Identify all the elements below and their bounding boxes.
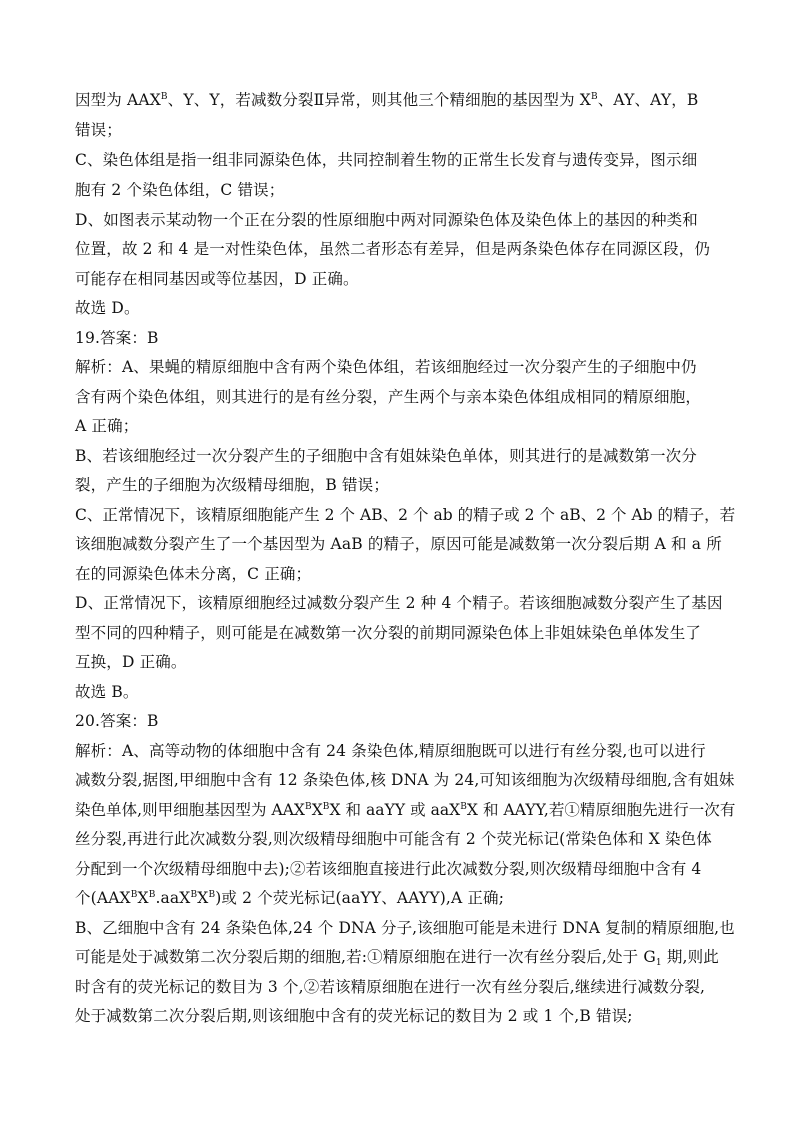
text-line <box>75 239 735 259</box>
superscript: B <box>160 92 168 102</box>
text-line <box>75 534 735 554</box>
text-line <box>75 741 735 761</box>
text-run: 时含有的荧光标记的数目为 3 个,②若该精原细胞在进行一次有丝分裂后,继续进行减数分裂, <box>75 978 706 996</box>
superscript: B <box>322 802 330 812</box>
text-run: 因型为 AAX <box>75 91 161 109</box>
text-line <box>75 1006 735 1026</box>
text-run: 含有两个染色体组，则其进行的是有丝分裂，产生两个与亲本染色体组成相同的精原细胞， <box>75 388 702 406</box>
text-run: 、AY、AY，B <box>597 91 699 109</box>
text-run: 裂，产生的子细胞为次级精母细胞，B 错误； <box>75 476 389 494</box>
text-line <box>75 210 735 230</box>
text-run: )或 2 个荧光标记(aaYY、AAYY),A 正确; <box>215 889 505 907</box>
text-line <box>75 150 735 170</box>
text-run: 分配到一个次级精母细胞中去);②若该细胞直接进行此次减数分裂,则次级精母细胞中含有 4 <box>75 860 702 878</box>
text-line <box>75 859 735 879</box>
text-run: 型不同的四种精子，则可能是在减数第一次分裂的前期同源染色体上非姐妹染色单体发生了 <box>75 624 702 642</box>
text-run: 胞有 2 个染色体组，C 错误； <box>75 181 285 199</box>
text-run: 减数分裂,据图,甲细胞中含有 12 条染色体,核 DNA 为 24,可知该细胞为次级精母细胞,含有姐妹 <box>75 771 735 789</box>
text-run: 丝分裂,再进行此次减数分裂,则次级精母细胞中可能含有 2 个荧光标记(常染色体和 X 染色体 <box>75 830 712 848</box>
superscript: B <box>208 890 216 900</box>
subscript: 1 <box>655 958 662 968</box>
text-line <box>75 977 735 997</box>
text-line <box>75 770 735 790</box>
text-line <box>75 269 735 289</box>
text-line <box>75 298 735 318</box>
text-run: C、正常情况下，该精原细胞能产生 2 个 AB、2 个 ab 的精子或 2 个 aB、2 个 Ab 的精子，若 <box>75 506 736 524</box>
text-run: 期,则此 <box>661 948 719 966</box>
text-line <box>75 120 735 140</box>
text-run: 该细胞减数分裂产生了一个基因型为 AaB 的精子，原因可能是减数第一次分裂后期 A 和 a 所 <box>75 535 722 553</box>
text-run: 处于减数第二次分裂后期,则该细胞中含有的荧光标记的数目为 2 或 1 个,B 错误; <box>75 1007 633 1025</box>
text-run: D、正常情况下，该精原细胞经过减数分裂产生 2 种 4 个精子。若该细胞减数分裂产生了基因 <box>75 594 723 612</box>
text-run: 故选 D。 <box>75 299 140 317</box>
text-line <box>75 564 735 584</box>
text-line <box>75 623 735 643</box>
text-run: 故选 B。 <box>75 683 139 701</box>
superscript: B <box>591 92 598 102</box>
text-line <box>75 505 735 525</box>
text-run: X 和 aaYY 或 aaX <box>329 801 461 819</box>
superscript: B <box>148 890 156 900</box>
text-run: 个(AAX <box>75 889 131 907</box>
text-run: D、如图表示某动物一个正在分裂的性原细胞中两对同源染色体及染色体上的基因的种类和 <box>75 211 698 229</box>
text-run: 互换，D 正确。 <box>75 653 187 671</box>
text-run: C、染色体组是指一组非同源染色体，共同控制着生物的正常生长发育与遗传变异，图示细 <box>75 151 698 169</box>
text-line <box>75 947 735 967</box>
text-run: X 和 AAYY,若①精原细胞先进行一次有 <box>466 801 736 819</box>
text-line <box>75 682 735 702</box>
text-run: 、Y、Y，若减数分裂Ⅱ异常，则其他三个精细胞的基因型为 X <box>167 91 591 109</box>
text-line <box>75 446 735 466</box>
superscript: B <box>460 802 467 812</box>
text-run: X <box>311 801 323 819</box>
text-run: 可能是处于减数第二次分裂后期的细胞,若:①精原细胞在进行一次有丝分裂后,处于 G <box>75 948 656 966</box>
text-run: X <box>137 889 149 907</box>
text-run: .aaX <box>155 889 191 907</box>
text-line <box>75 416 735 436</box>
text-run: 20.答案：B <box>75 712 159 730</box>
text-line <box>75 888 735 908</box>
text-run: 解析：A、高等动物的体细胞中含有 24 条染色体,精原细胞既可以进行有丝分裂,也可以进行 <box>75 742 706 760</box>
text-run: 在的同源染色体未分离，C 正确； <box>75 565 312 583</box>
text-line <box>75 475 735 495</box>
text-run: 19.答案：B <box>75 329 159 347</box>
text-run: B、若该细胞经过一次分裂产生的子细胞中含有姐妹染色单体，则其进行的是减数第一次分 <box>75 447 697 465</box>
text-line <box>75 387 735 407</box>
text-line <box>75 180 735 200</box>
text-line <box>75 800 735 820</box>
text-line <box>75 918 735 938</box>
text-line <box>75 711 735 731</box>
text-run: 解析：A、果蝇的精原细胞中含有两个染色体组，若该细胞经过一次分裂产生的子细胞中仍 <box>75 358 697 376</box>
superscript: B <box>190 890 198 900</box>
text-line <box>75 328 735 348</box>
text-line <box>75 357 735 377</box>
text-run: 错误； <box>75 121 122 139</box>
text-line <box>75 593 735 613</box>
text-run: 染色单体,则甲细胞基因型为 AAX <box>75 801 306 819</box>
text-run: A 正确； <box>75 417 139 435</box>
text-run: 可能存在相同基因或等位基因，D 正确。 <box>75 270 359 288</box>
text-line <box>75 829 735 849</box>
text-line <box>75 652 735 672</box>
superscript: B <box>130 890 138 900</box>
text-run: B、乙细胞中含有 24 条染色体,24 个 DNA 分子,该细胞可能是未进行 DNA 复制的精原细胞,也 <box>75 919 735 937</box>
text-line <box>75 90 735 110</box>
superscript: B <box>305 802 312 812</box>
text-run: 位置，故 2 和 4 是一对性染色体，虽然二者形态有差异，但是两条染色体存在同源区段，仍 <box>75 240 711 258</box>
text-run: X <box>197 889 209 907</box>
